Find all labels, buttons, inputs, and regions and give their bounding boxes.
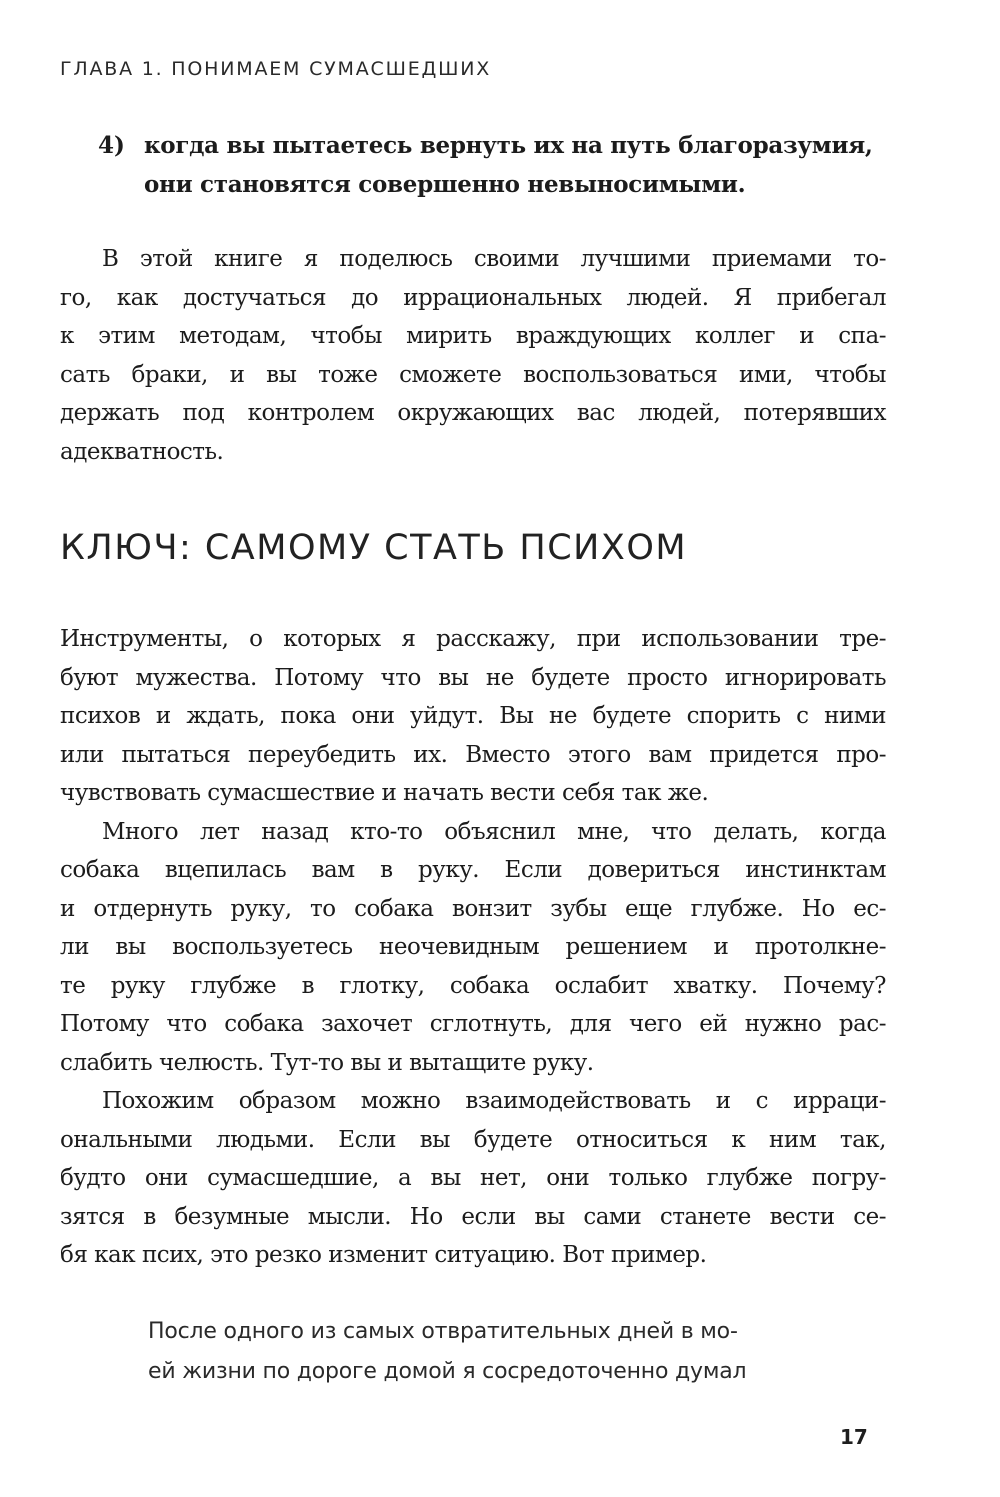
story-excerpt	[148, 1312, 828, 1392]
text-line: После одного из самых отвратительных дней в мо-	[148, 1319, 738, 1344]
text-line: и отдернуть руку, то собака вонзит зубы еще глубже. Но ес-	[60, 895, 886, 922]
text-line: будто они сумасшедшие, а вы нет, они только глубже погру-	[60, 1165, 886, 1191]
text-line: ли вы воспользуетесь неочевидным решением и протолкне-	[60, 934, 886, 960]
text-line: ональными людьми. Если вы будете относиться к ним так,	[60, 1126, 886, 1153]
page-number: 17	[840, 1425, 868, 1449]
text-line: они становятся совершенно невыносимыми.	[144, 171, 746, 198]
text-line: зятся в безумные мысли. Но если вы сами станете вести се-	[60, 1203, 886, 1230]
text-line: или пытаться переубедить их. Вместо этого вам придется про-	[60, 741, 886, 768]
section-heading: КЛЮЧ: САМОМУ СТАТЬ ПСИХОМ	[60, 528, 688, 568]
text-line: сать браки, и вы тоже сможете воспользоваться ими, чтобы	[60, 361, 886, 388]
text-line: буют мужества. Потому что вы не будете просто игнорировать	[60, 664, 886, 691]
text-line: го, как достучаться до иррациональных людей. Я прибегал	[60, 284, 886, 311]
text-line: В этой книге я поделюсь своими лучшими приемами то-	[102, 246, 886, 272]
text-line: адекватность.	[60, 438, 224, 465]
text-line: Инструменты, о которых я расскажу, при использовании тре-	[60, 626, 886, 652]
text-line: чувствовать сумасшествие и начать вести себя так же.	[60, 780, 709, 806]
text-line: к этим методам, чтобы мирить враждующих коллег и спа-	[60, 323, 886, 349]
paragraph-body	[60, 620, 886, 1275]
text-line: ей жизни по дороге домой я сосредоточенно думал	[148, 1359, 747, 1384]
text-line: Много лет назад кто-то объяснил мне, что делать, когда	[102, 818, 886, 845]
text-line: слабить челюсть. Тут-то вы и вытащите руку.	[60, 1049, 594, 1076]
text-line: психов и ждать, пока они уйдут. Вы не будете спорить с ними	[60, 703, 886, 729]
list-item-number: 4)	[98, 132, 125, 159]
text-line: Похожим образом можно взаимодействовать и с ирраци-	[102, 1088, 886, 1114]
text-line: собака вцепилась вам в руку. Если довериться инстинктам	[60, 857, 886, 883]
text-line: бя как псих, это резко изменит ситуацию. Вот пример.	[60, 1242, 707, 1268]
text-line: Потому что собака захочет сглотнуть, для чего ей нужно рас-	[60, 1011, 886, 1037]
text-line: держать под контролем окружающих вас людей, потерявших	[60, 400, 886, 426]
running-head: ГЛАВА 1. ПОНИМАЕМ СУМАСШЕДШИХ	[60, 58, 492, 80]
text-line: когда вы пытаетесь вернуть их на путь благоразумия,	[144, 132, 873, 159]
text-line: те руку глубже в глотку, собака ослабит хватку. Почему?	[60, 972, 886, 999]
paragraph-intro	[60, 240, 886, 471]
list-item-text	[144, 126, 888, 204]
